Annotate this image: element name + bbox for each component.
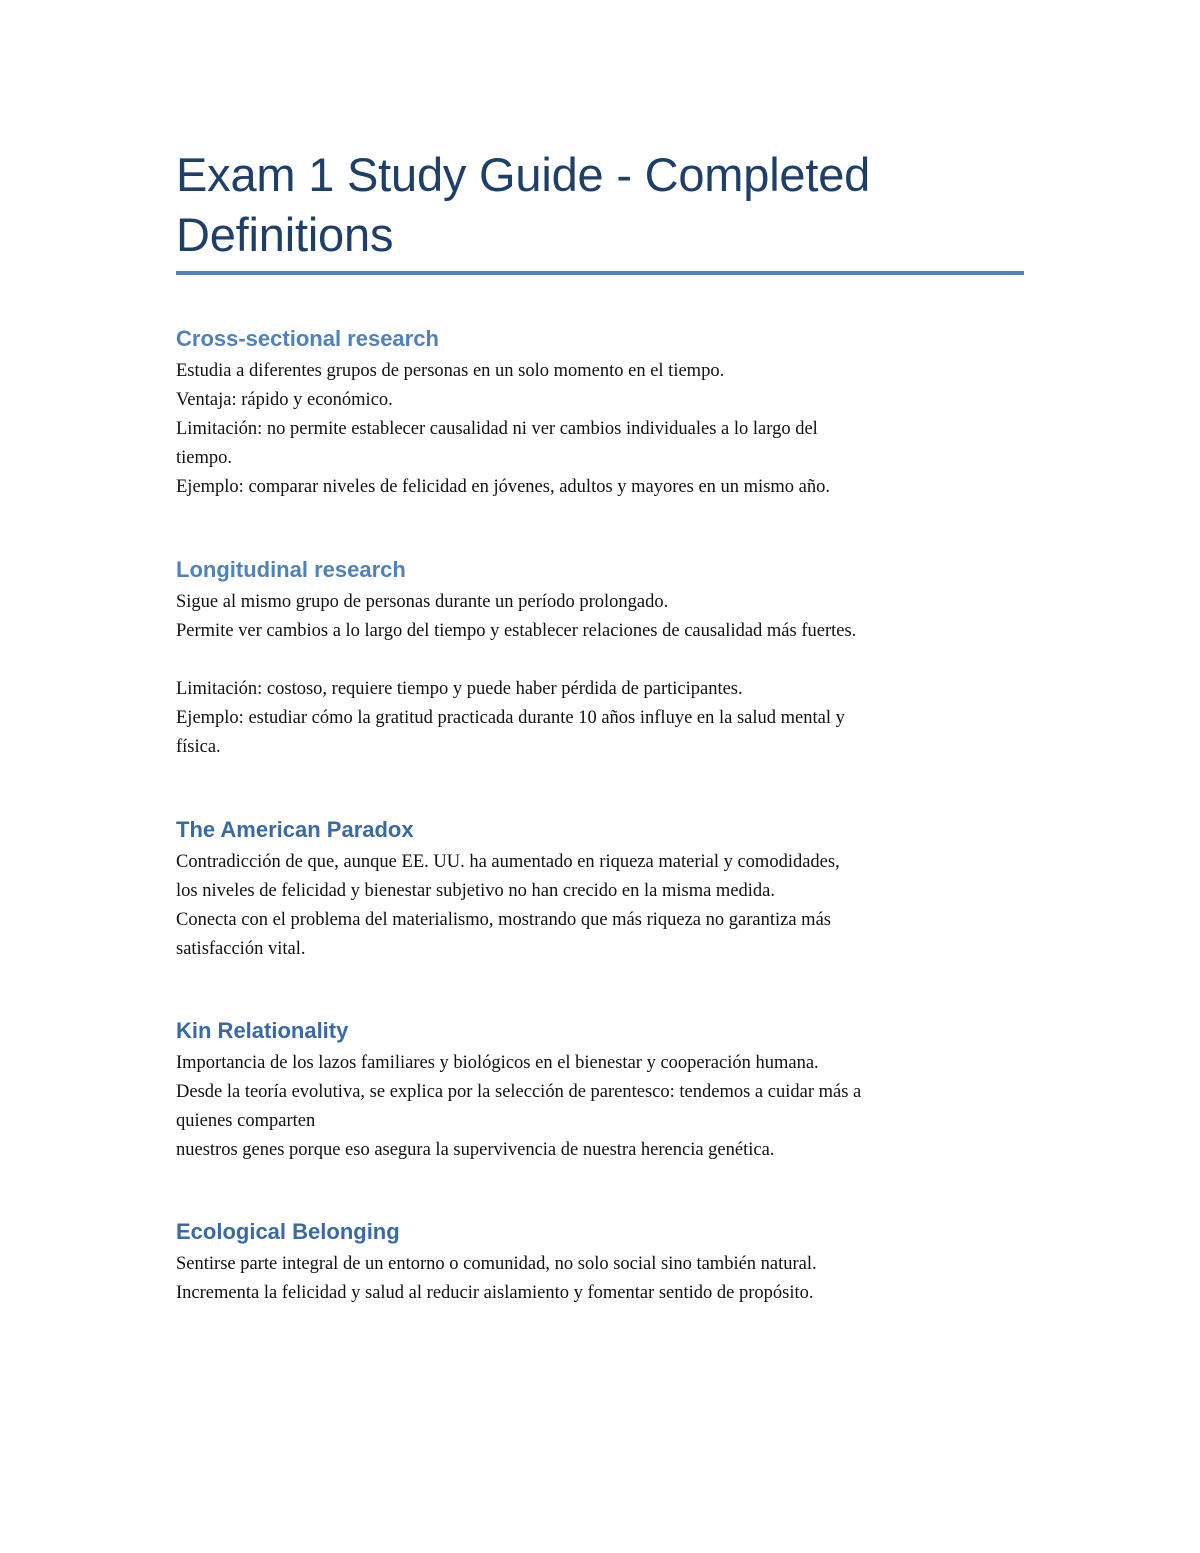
body-line: Limitación: costoso, requiere tiempo y puede haber pérdida de participantes. [176,679,743,699]
body-line: Sigue al mismo grupo de personas durante un período prolongado. [176,592,669,612]
body-line: Conecta con el problema del materialismo, mostrando que más riqueza no garantiza más [176,910,831,930]
section-cross-sectional [176,325,1036,502]
body-line: Limitación: no permite establecer causalidad ni ver cambios individuales a lo largo del [176,419,818,439]
section-heading: Longitudinal research [176,557,406,582]
blank-line [176,646,1036,675]
section-ecological-belonging [176,1218,1036,1308]
section-heading: The American Paradox [176,817,414,842]
body-line: Desde la teoría evolutiva, se explica por la selección de parentesco: tendemos a cuidar más a [176,1082,862,1102]
section-heading: Cross-sectional research [176,326,439,351]
body-line: Ejemplo: comparar niveles de felicidad en jóvenes, adultos y mayores en un mismo año. [176,477,830,497]
section-heading: Ecological Belonging [176,1219,400,1244]
document-title-line-1: Exam 1 Study Guide - Completed [176,148,871,201]
body-line: satisfacción vital. [176,939,306,959]
title-block [176,145,1026,275]
section-longitudinal [176,556,1036,762]
section-american-paradox [176,816,1036,964]
body-line: nuestros genes porque eso asegura la supervivencia de nuestra herencia genética. [176,1140,775,1160]
body-line: quienes comparten [176,1111,316,1131]
body-line: tiempo. [176,448,233,468]
section-heading: Kin Relationality [176,1018,349,1043]
body-line: física. [176,737,221,757]
body-line: Estudia a diferentes grupos de personas en un solo momento en el tiempo. [176,361,725,381]
document-title-line-2: Definitions [176,208,394,261]
body-line: Ejemplo: estudiar cómo la gratitud practicada durante 10 años influye en la salud mental y [176,708,845,728]
body-line: Ventaja: rápido y económico. [176,390,393,410]
document-title [176,145,1026,265]
title-underline [176,271,1024,275]
body-line: Contradicción de que, aunque EE. UU. ha aumentado en riqueza material y comodidades, [176,852,840,872]
body-line: Permite ver cambios a lo largo del tiempo y establecer relaciones de causalidad más fuertes. [176,621,857,641]
body-line: Importancia de los lazos familiares y biológicos en el bienestar y cooperación humana. [176,1053,819,1073]
body-line: los niveles de felicidad y bienestar subjetivo no han crecido en la misma medida. [176,881,776,901]
body-line: Incrementa la felicidad y salud al reducir aislamiento y fomentar sentido de propósito. [176,1283,814,1303]
section-kin-relationality [176,1017,1036,1165]
body-line: Sentirse parte integral de un entorno o comunidad, no solo social sino también natural. [176,1254,817,1274]
